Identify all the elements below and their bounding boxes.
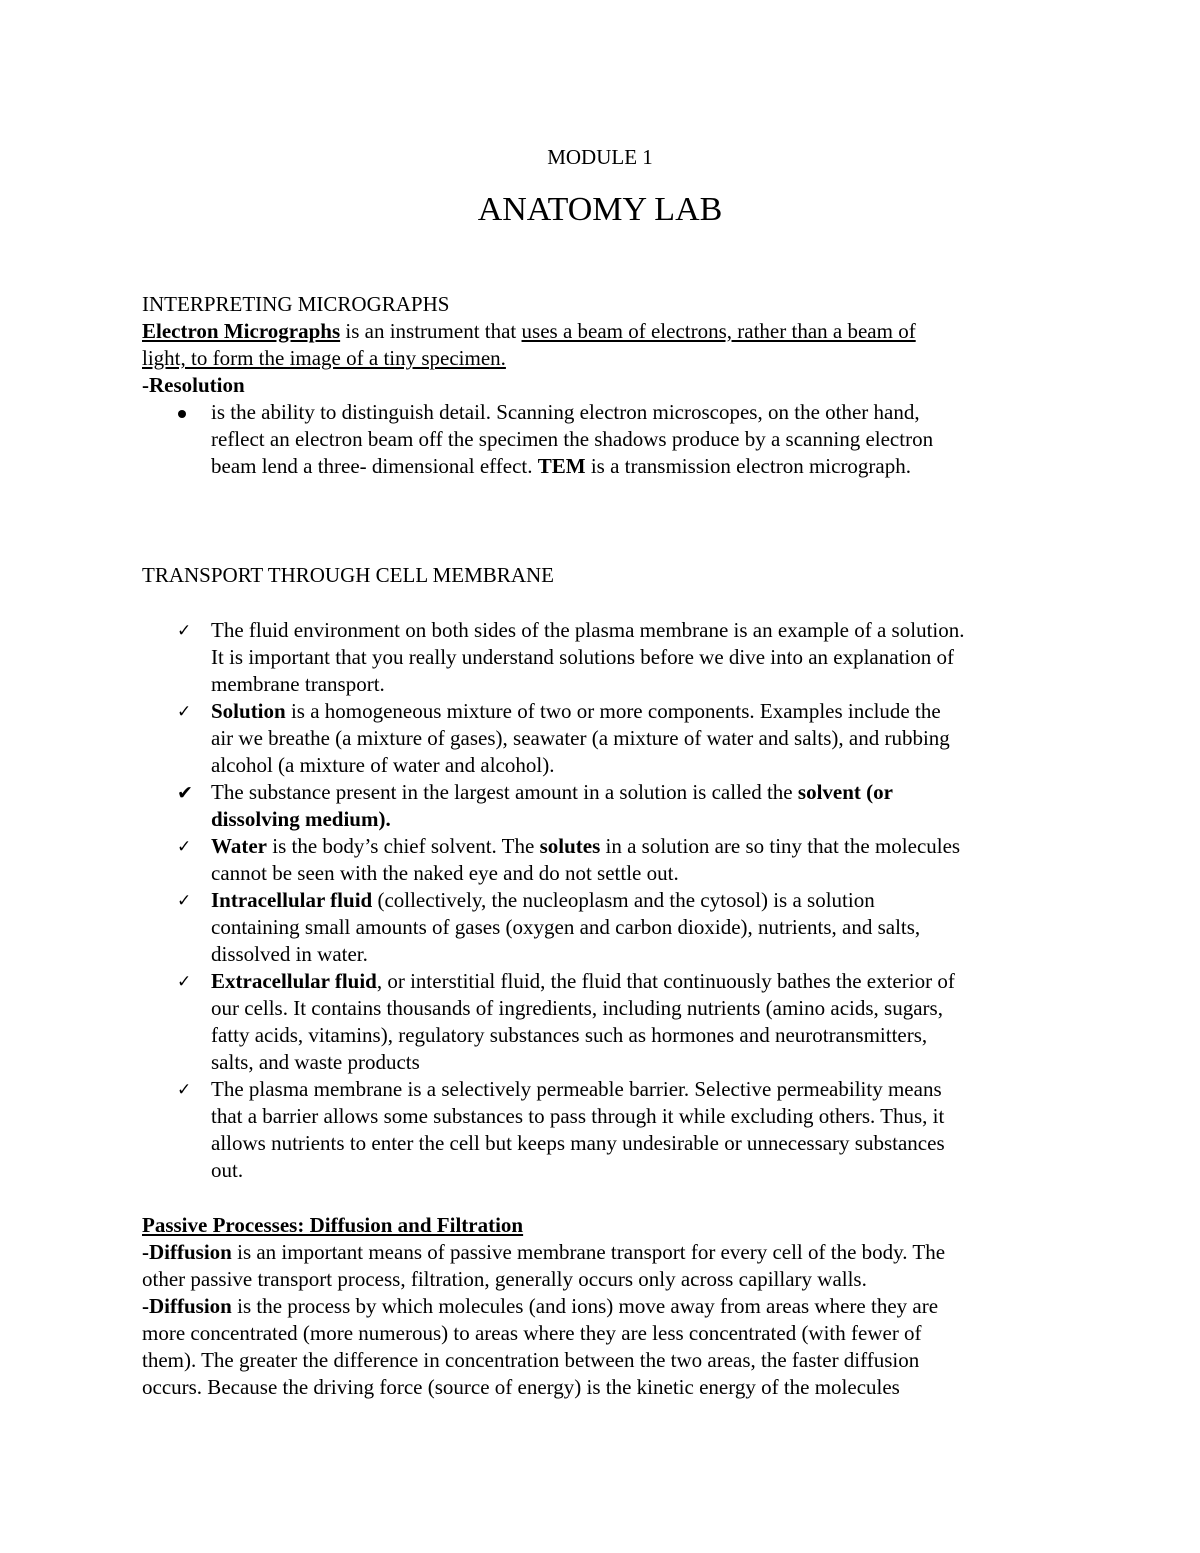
check-icon: ✓: [177, 891, 192, 911]
list-item: is the ability to distinguish detail. Scanning electron microscopes, on the other hand, reflect an electron beam off the specimen the shadows produce by a scanning electron beam lend a three- dimensional effect. TEM is a transmission electron micrograph.: [142, 399, 1062, 480]
transport-checklist: [142, 617, 1062, 1184]
section-micrographs: [142, 291, 1062, 480]
paragraph-diffusion-1: -Diffusion is an important means of passive membrane transport for every cell of the body. The: [142, 1240, 946, 1264]
check-icon: ✓: [177, 702, 192, 722]
check-icon: ✔: [177, 782, 193, 804]
document-title: ANATOMY LAB: [477, 191, 723, 228]
definition-text: is an instrument that: [340, 319, 522, 343]
definition-underlined-2: light, to form the image of a tiny specimen.: [142, 346, 506, 370]
check-icon: ✓: [177, 621, 192, 641]
check-icon: ✓: [177, 837, 192, 857]
section-heading-passive: Passive Processes: Diffusion and Filtration: [142, 1213, 524, 1237]
resolution-label: -Resolution: [142, 373, 245, 397]
section-heading-transport: TRANSPORT THROUGH CELL MEMBRANE: [142, 563, 554, 587]
definition-line-1: [142, 318, 1062, 345]
list-item: ✓ Water is the body’s chief solvent. The solutes in a solution are so tiny that the molecules cannot be seen with the naked eye and do not settle out.: [177, 834, 961, 885]
term-tem: TEM: [537, 454, 586, 478]
list-item: ✔ The substance present in the largest amount in a solution is called the solvent (or dissolving medium).: [177, 780, 893, 831]
resolution-list: [142, 399, 1062, 480]
definition-underlined-1: uses a beam of electrons, rather than a beam of: [521, 319, 916, 343]
bullet-icon: [178, 410, 186, 418]
section-heading-micrographs: INTERPRETING MICROGRAPHS: [142, 292, 450, 316]
list-item: ✓ Solution is a homogeneous mixture of two or more components. Examples include the air we breathe (a mixture of gases), seawater (a mixture of water and salts), and rubbing alcohol (a mixture of water and alcohol).: [177, 699, 950, 777]
section-passive-processes: Passive Processes: Diffusion and Filtration -Diffusion is an important means of passive membrane transport for every cell of the body. The other passive transport process, filtration, generally occurs only across capillary walls. -Diffusion is the process by which molecules (and ions) move away from areas where they are more concentrated (more numerous) to areas where they are less concentrated (with fewer of them). The greater the difference in concentration between the two areas, the faster diffusion occurs. Because the driving force (source of energy) is the kinetic energy of the molecules: [142, 1212, 1062, 1401]
section-transport: [142, 562, 1062, 1184]
list-item: ✓ The fluid environment on both sides of the plasma membrane is an example of a solution. It is important that you really understand solutions before we dive into an explanation of membrane transport.: [177, 618, 965, 696]
paragraph-diffusion-2: -Diffusion is the process by which molecules (and ions) move away from areas where they are: [142, 1294, 939, 1318]
check-icon: ✓: [177, 972, 192, 992]
list-item: ✓ Intracellular fluid (collectively, the nucleoplasm and the cytosol) is a solution containing small amounts of gases (oxygen and carbon dioxide), nutrients, and salts, dissolved in water.: [177, 888, 921, 966]
definition-line-2: [142, 345, 1062, 372]
list-item: ✓ Extracellular fluid, or interstitial fluid, the fluid that continuously bathes the exterior of our cells. It contains thousands of ingredients, including nutrients (amino acids, sugars, fatty acids, vitamins), regulatory substances such as hormones and neurotransmitters, salts, and waste products: [177, 969, 955, 1074]
check-icon: ✓: [177, 1080, 192, 1100]
list-item: ✓ The plasma membrane is a selectively permeable barrier. Selective permeability means that a barrier allows some substances to pass through it while excluding others. Thus, it allows nutrients to enter the cell but keeps many undesirable or unnecessary substances out.: [177, 1077, 945, 1182]
module-label: MODULE 1: [547, 145, 653, 169]
term-electron-micrographs: Electron Micrographs: [142, 319, 341, 343]
